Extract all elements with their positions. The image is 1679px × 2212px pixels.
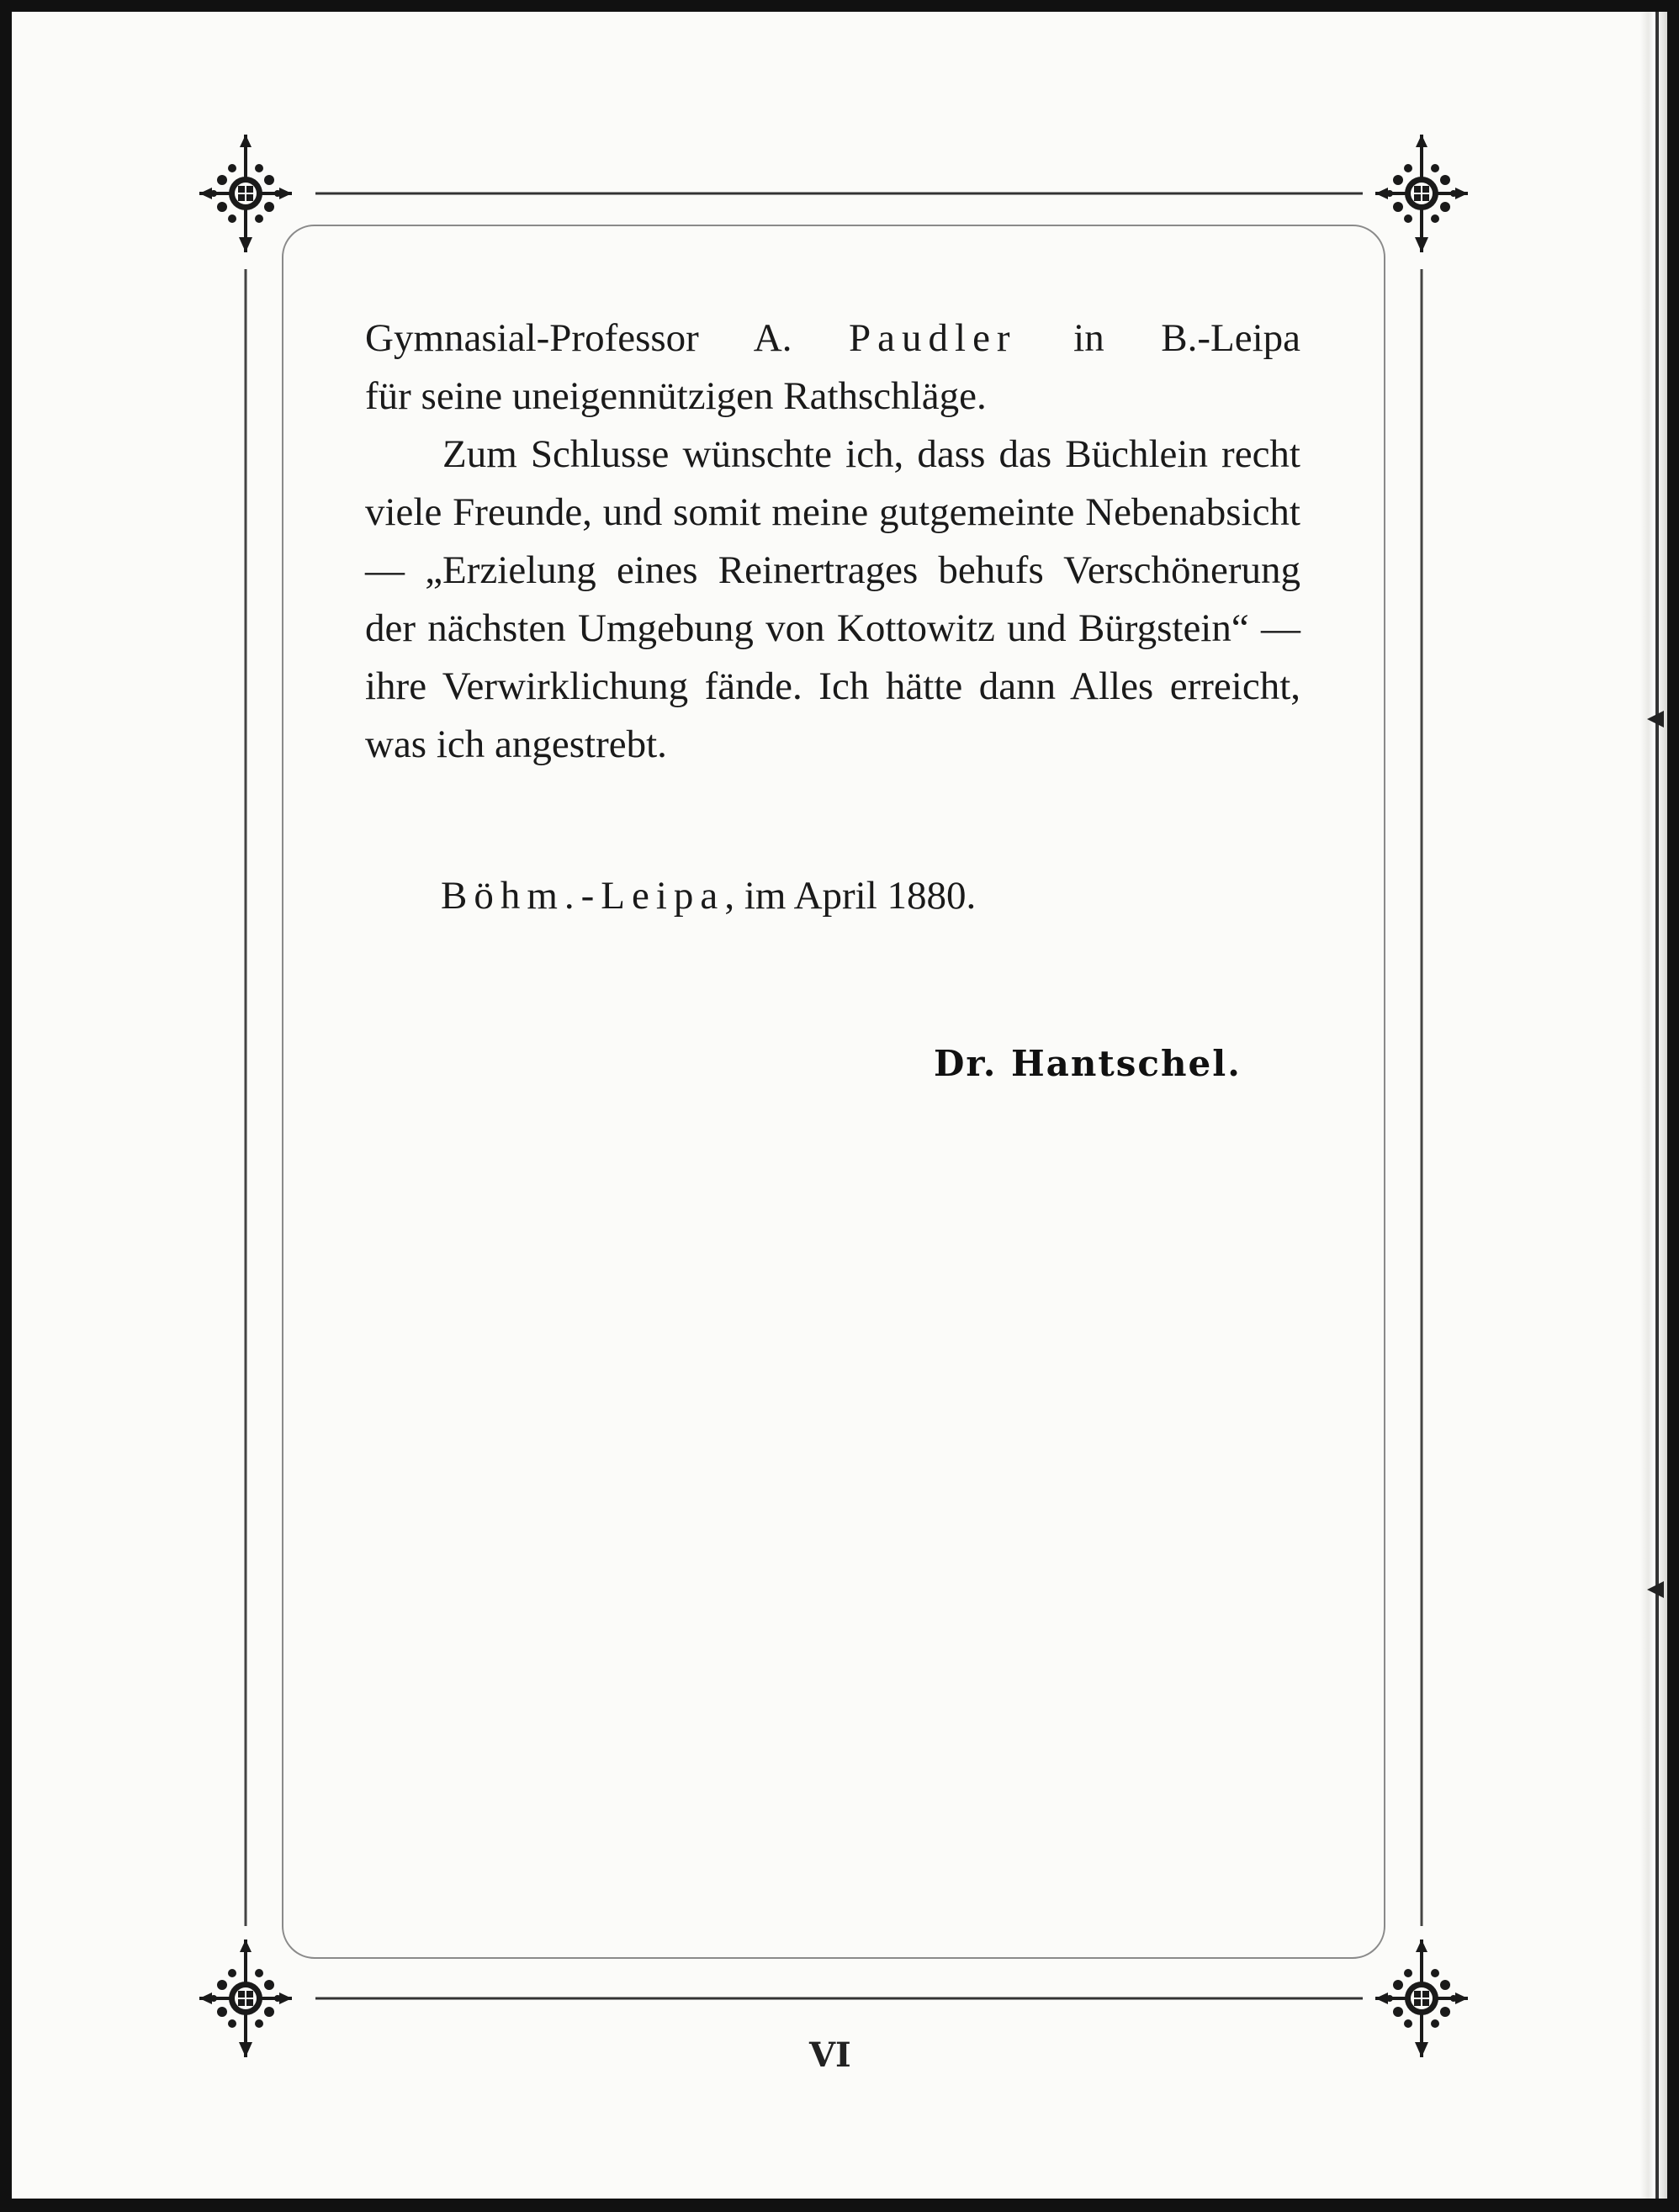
date-text: , im April 1880. <box>724 874 977 918</box>
corner-ornament-bottom-right <box>1375 1939 1468 2057</box>
corner-ornament-top-right <box>1375 135 1468 252</box>
signature: Dr. Hantschel. <box>934 1043 1242 1084</box>
text-segment: in B.-Leipa <box>1016 316 1300 360</box>
name-spaced: Paudler <box>849 316 1017 360</box>
corner-ornament-top-left <box>199 135 292 252</box>
place-name: Böhm.-Leipa <box>441 874 725 918</box>
paragraph-first <box>365 310 1300 368</box>
edge-mark <box>1647 1581 1664 1598</box>
place-date-line <box>441 873 976 918</box>
text-segment: Gymnasial-Professor A. <box>365 316 850 360</box>
corner-ornament-bottom-left <box>199 1939 292 2057</box>
body-text <box>365 310 1300 774</box>
edge-mark <box>1647 711 1664 728</box>
paragraph-second: Zum Schlusse wünschte ich, dass das Büchlein recht viele Freunde, und somit meine gutgemeinte Nebenabsicht — „Erzielung eines Reinertrages behufs Verschönerung der nächsten Umgebung von Kottowitz und Bürgstein“ — ihre Verwirklichung fände. Ich hätte dann Alles erreicht, was ich angestrebt. <box>365 432 1300 766</box>
paragraph-first-end: für seine uneigennützigen Rathschläge. <box>365 374 987 418</box>
page-number: VI <box>809 2035 851 2075</box>
